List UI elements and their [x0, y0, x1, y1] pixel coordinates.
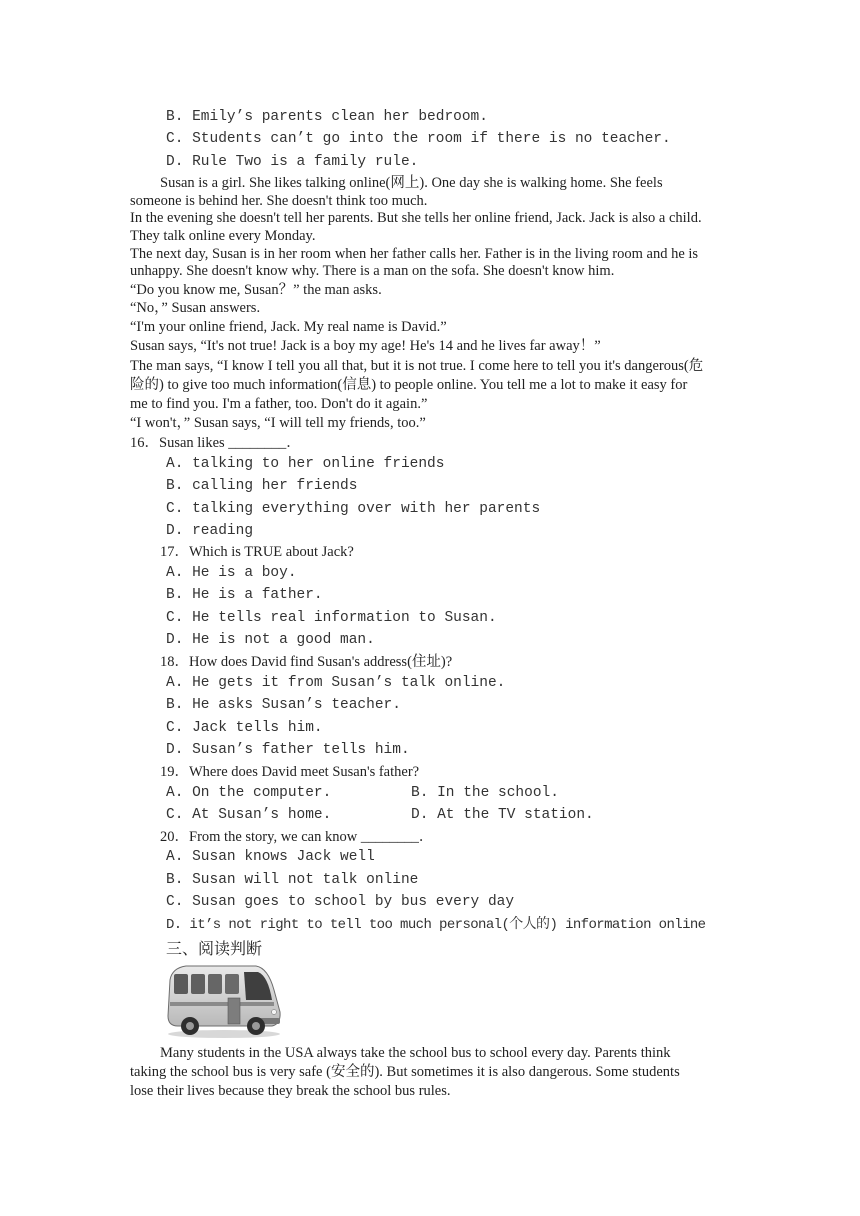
- story-line: “No，” Susan answers.: [130, 300, 261, 316]
- school-bus-icon: [164, 960, 284, 1040]
- prev-option-d: D. Rule Two is a family rule.: [166, 154, 419, 170]
- q18-option-c: C. Jack tells him.: [166, 720, 323, 736]
- passage-line: taking the school bus is very safe (安全的). But sometimes it is also dangerous. Some students: [130, 1064, 680, 1080]
- question-18-stem: 18．How does David find Susan's address(住址)?: [160, 654, 453, 670]
- prev-option-b: B. Emily’s parents clean her bedroom.: [166, 109, 488, 125]
- q18-option-d: D. Susan’s father tells him.: [166, 742, 410, 758]
- prev-option-c: C. Students can’t go into the room if there is no teacher.: [166, 131, 671, 147]
- q16-option-a: A. talking to her online friends: [166, 456, 445, 472]
- story-line: me to find you. I'm a father, too. Don't do it again.”: [130, 396, 428, 412]
- story-line: They talk online every Monday.: [130, 228, 316, 244]
- story-line: In the evening she doesn't tell her parents. But she tells her online friend, Jack. Jack is also a child.: [130, 210, 702, 226]
- q16-option-b: B. calling her friends: [166, 478, 358, 494]
- q17-option-d: D. He is not a good man.: [166, 632, 375, 648]
- story-line: 险的) to give too much information(信息) to people online. You tell me a lot to make it easy for: [130, 377, 688, 393]
- question-17-stem: 17．Which is TRUE about Jack?: [160, 544, 354, 560]
- q17-option-c: C. He tells real information to Susan.: [166, 610, 497, 626]
- section-heading: 三、阅读判断: [166, 939, 263, 958]
- q19-option-b: B. In the school.: [411, 785, 559, 801]
- story-line: “I won't，” Susan says, “I will tell my friends, too.”: [130, 415, 426, 431]
- question-20-stem: 20．From the story, we can know ________．: [160, 829, 434, 845]
- q17-option-b: B. He is a father.: [166, 587, 323, 603]
- q20-option-c: C. Susan goes to school by bus every day: [166, 894, 515, 910]
- story-line: “Do you know me, Susan？” the man asks.: [130, 282, 382, 298]
- passage-line: Many students in the USA always take the school bus to school every day. Parents think: [160, 1045, 671, 1061]
- story-line: Susan says, “It's not true! Jack is a boy my age! He's 14 and he lives far away！”: [130, 338, 601, 354]
- q20-option-d: D. it’s not right to tell too much personal(个人的) information online: [166, 917, 706, 933]
- q19-option-c: C. At Susan’s home.: [166, 807, 332, 823]
- story-line: “I'm your online friend, Jack. My real name is David.”: [130, 319, 447, 335]
- story-line: The next day, Susan is in her room when her father calls her. Father is in the living room and he is: [130, 246, 699, 262]
- q20-option-a: A. Susan knows Jack well: [166, 849, 375, 865]
- q16-option-c: C. talking everything over with her parents: [166, 501, 541, 517]
- q19-option-d: D. At the TV station.: [411, 807, 594, 823]
- q18-option-b: B. He asks Susan’s teacher.: [166, 697, 401, 713]
- q17-option-a: A. He is a boy.: [166, 565, 297, 581]
- story-line: someone is behind her. She doesn't think too much.: [130, 193, 428, 209]
- q18-option-a: A. He gets it from Susan’s talk online.: [166, 675, 506, 691]
- q16-option-d: D. reading: [166, 523, 254, 539]
- story-line: Susan is a girl. She likes talking online(网上). One day she is walking home. She feels: [160, 175, 663, 191]
- story-line: unhappy. She doesn't know why. There is a man on the sofa. She doesn't know him.: [130, 263, 615, 279]
- q19-option-a: A. On the computer.: [166, 785, 332, 801]
- story-line: The man says, “I know I tell you all that, but it is not true. I come here to tell you it's dangerous(危: [130, 358, 704, 374]
- passage-line: lose their lives because they break the school bus rules.: [130, 1083, 451, 1099]
- question-19-stem: 19．Where does David meet Susan's father?: [160, 764, 420, 780]
- question-16-stem: 16．Susan likes ________．: [130, 435, 301, 451]
- q20-option-b: B. Susan will not talk online: [166, 872, 419, 888]
